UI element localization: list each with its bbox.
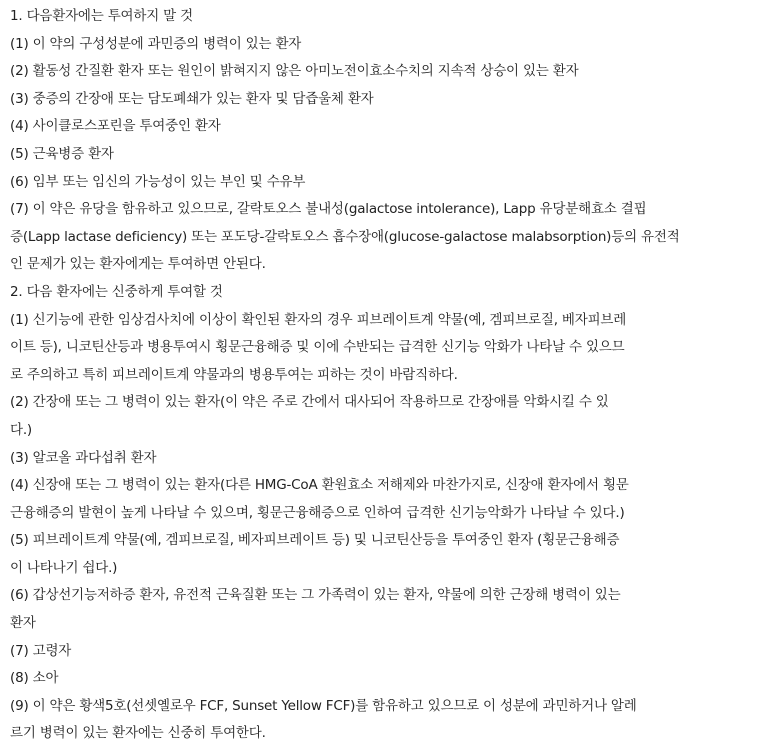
- precaution-item-3: (3) 알코올 과다섭취 환자: [10, 449, 157, 466]
- precaution-item-6: (6) 갑상선기능저하증 환자, 유전적 근육질환 또는 그 가족력이 있는 환자, 약물에 의한 근장해 병력이 있는: [10, 587, 621, 604]
- contraindication-item-3: (3) 중증의 간장애 또는 담도폐쇄가 있는 환자 및 담즙울체 환자: [10, 90, 374, 107]
- section-heading-contraindications: 1. 다음환자에는 투여하지 말 것: [10, 8, 193, 24]
- precaution-item-8: (8) 소아: [10, 670, 59, 687]
- precaution-item-1-cont: 로 주의하고 특히 피브레이트계 약물과의 병용투여는 피하는 것이 바람직하다.: [10, 366, 458, 383]
- precaution-item-7: (7) 고령자: [10, 642, 72, 659]
- precaution-item-2: (2) 간장애 또는 그 병력이 있는 환자(이 약은 주로 간에서 대사되어 작용하므로 간장애를 악화시킬 수 있: [10, 394, 609, 411]
- precaution-item-2-cont: 다.): [10, 421, 32, 438]
- precaution-item-6-cont: 환자: [10, 615, 36, 632]
- contraindication-item-4: (4) 사이클로스포린을 투여중인 환자: [10, 118, 221, 135]
- precaution-item-1-cont: 이트 등), 니코틴산등과 병용투여시 횡문근융해증 및 이에 수반되는 급격한 신기능 악화가 나타날 수 있으므: [10, 339, 625, 356]
- precaution-item-9-cont: 르기 병력이 있는 환자에는 신중히 투여한다.: [10, 725, 266, 742]
- contraindication-item-5: (5) 근육병증 환자: [10, 145, 114, 162]
- precaution-item-9: (9) 이 약은 황색5호(선셋옐로우 FCF, Sunset Yellow FCF)를 함유하고 있으므로 이 성분에 과민하거나 알레: [10, 697, 637, 714]
- contraindication-item-2: (2) 활동성 간질환 환자 또는 원인이 밝혀지지 않은 아미노전이효소수치의 지속적 상승이 있는 환자: [10, 63, 579, 80]
- contraindication-item-6: (6) 임부 또는 임신의 가능성이 있는 부인 및 수유부: [10, 173, 306, 190]
- contraindication-item-1: (1) 이 약의 구성성분에 과민증의 병력이 있는 환자: [10, 35, 302, 52]
- precaution-item-4: (4) 신장애 또는 그 병력이 있는 환자(다른 HMG-CoA 환원효소 저해제와 마찬가지로, 신장애 환자에서 횡문: [10, 477, 629, 494]
- contraindication-item-7-cont: 인 문제가 있는 환자에게는 투여하면 안된다.: [10, 256, 266, 273]
- precaution-item-5-cont: 이 나타나기 쉽다.): [10, 559, 118, 576]
- section-heading-precautions: 2. 다음 환자에는 신중하게 투여할 것: [10, 283, 223, 300]
- precaution-item-4-cont: 근융해증의 발현이 높게 나타날 수 있으며, 횡문근융해증으로 인하여 급격한 신기능악화가 나타날 수 있다.): [10, 504, 625, 521]
- precaution-item-5: (5) 피브레이트계 약물(예, 겜피브로질, 베자피브레이트 등) 및 니코틴산등을 투여중인 환자 (횡문근융해증: [10, 532, 620, 549]
- contraindication-item-7-cont: 증(Lapp lactase deficiency) 또는 포도당-갈락토오스 흡수장애(glucose-galactose malabsorption)등의 유전적: [10, 228, 680, 245]
- contraindication-item-7: (7) 이 약은 유당을 함유하고 있으므로, 갈락토오스 불내성(galactose intolerance), Lapp 유당분해효소 결핍: [10, 201, 647, 218]
- precaution-item-1: (1) 신기능에 관한 임상검사치에 이상이 확인된 환자의 경우 피브레이트계 약물(예, 겜피브로질, 베자피브레: [10, 311, 627, 328]
